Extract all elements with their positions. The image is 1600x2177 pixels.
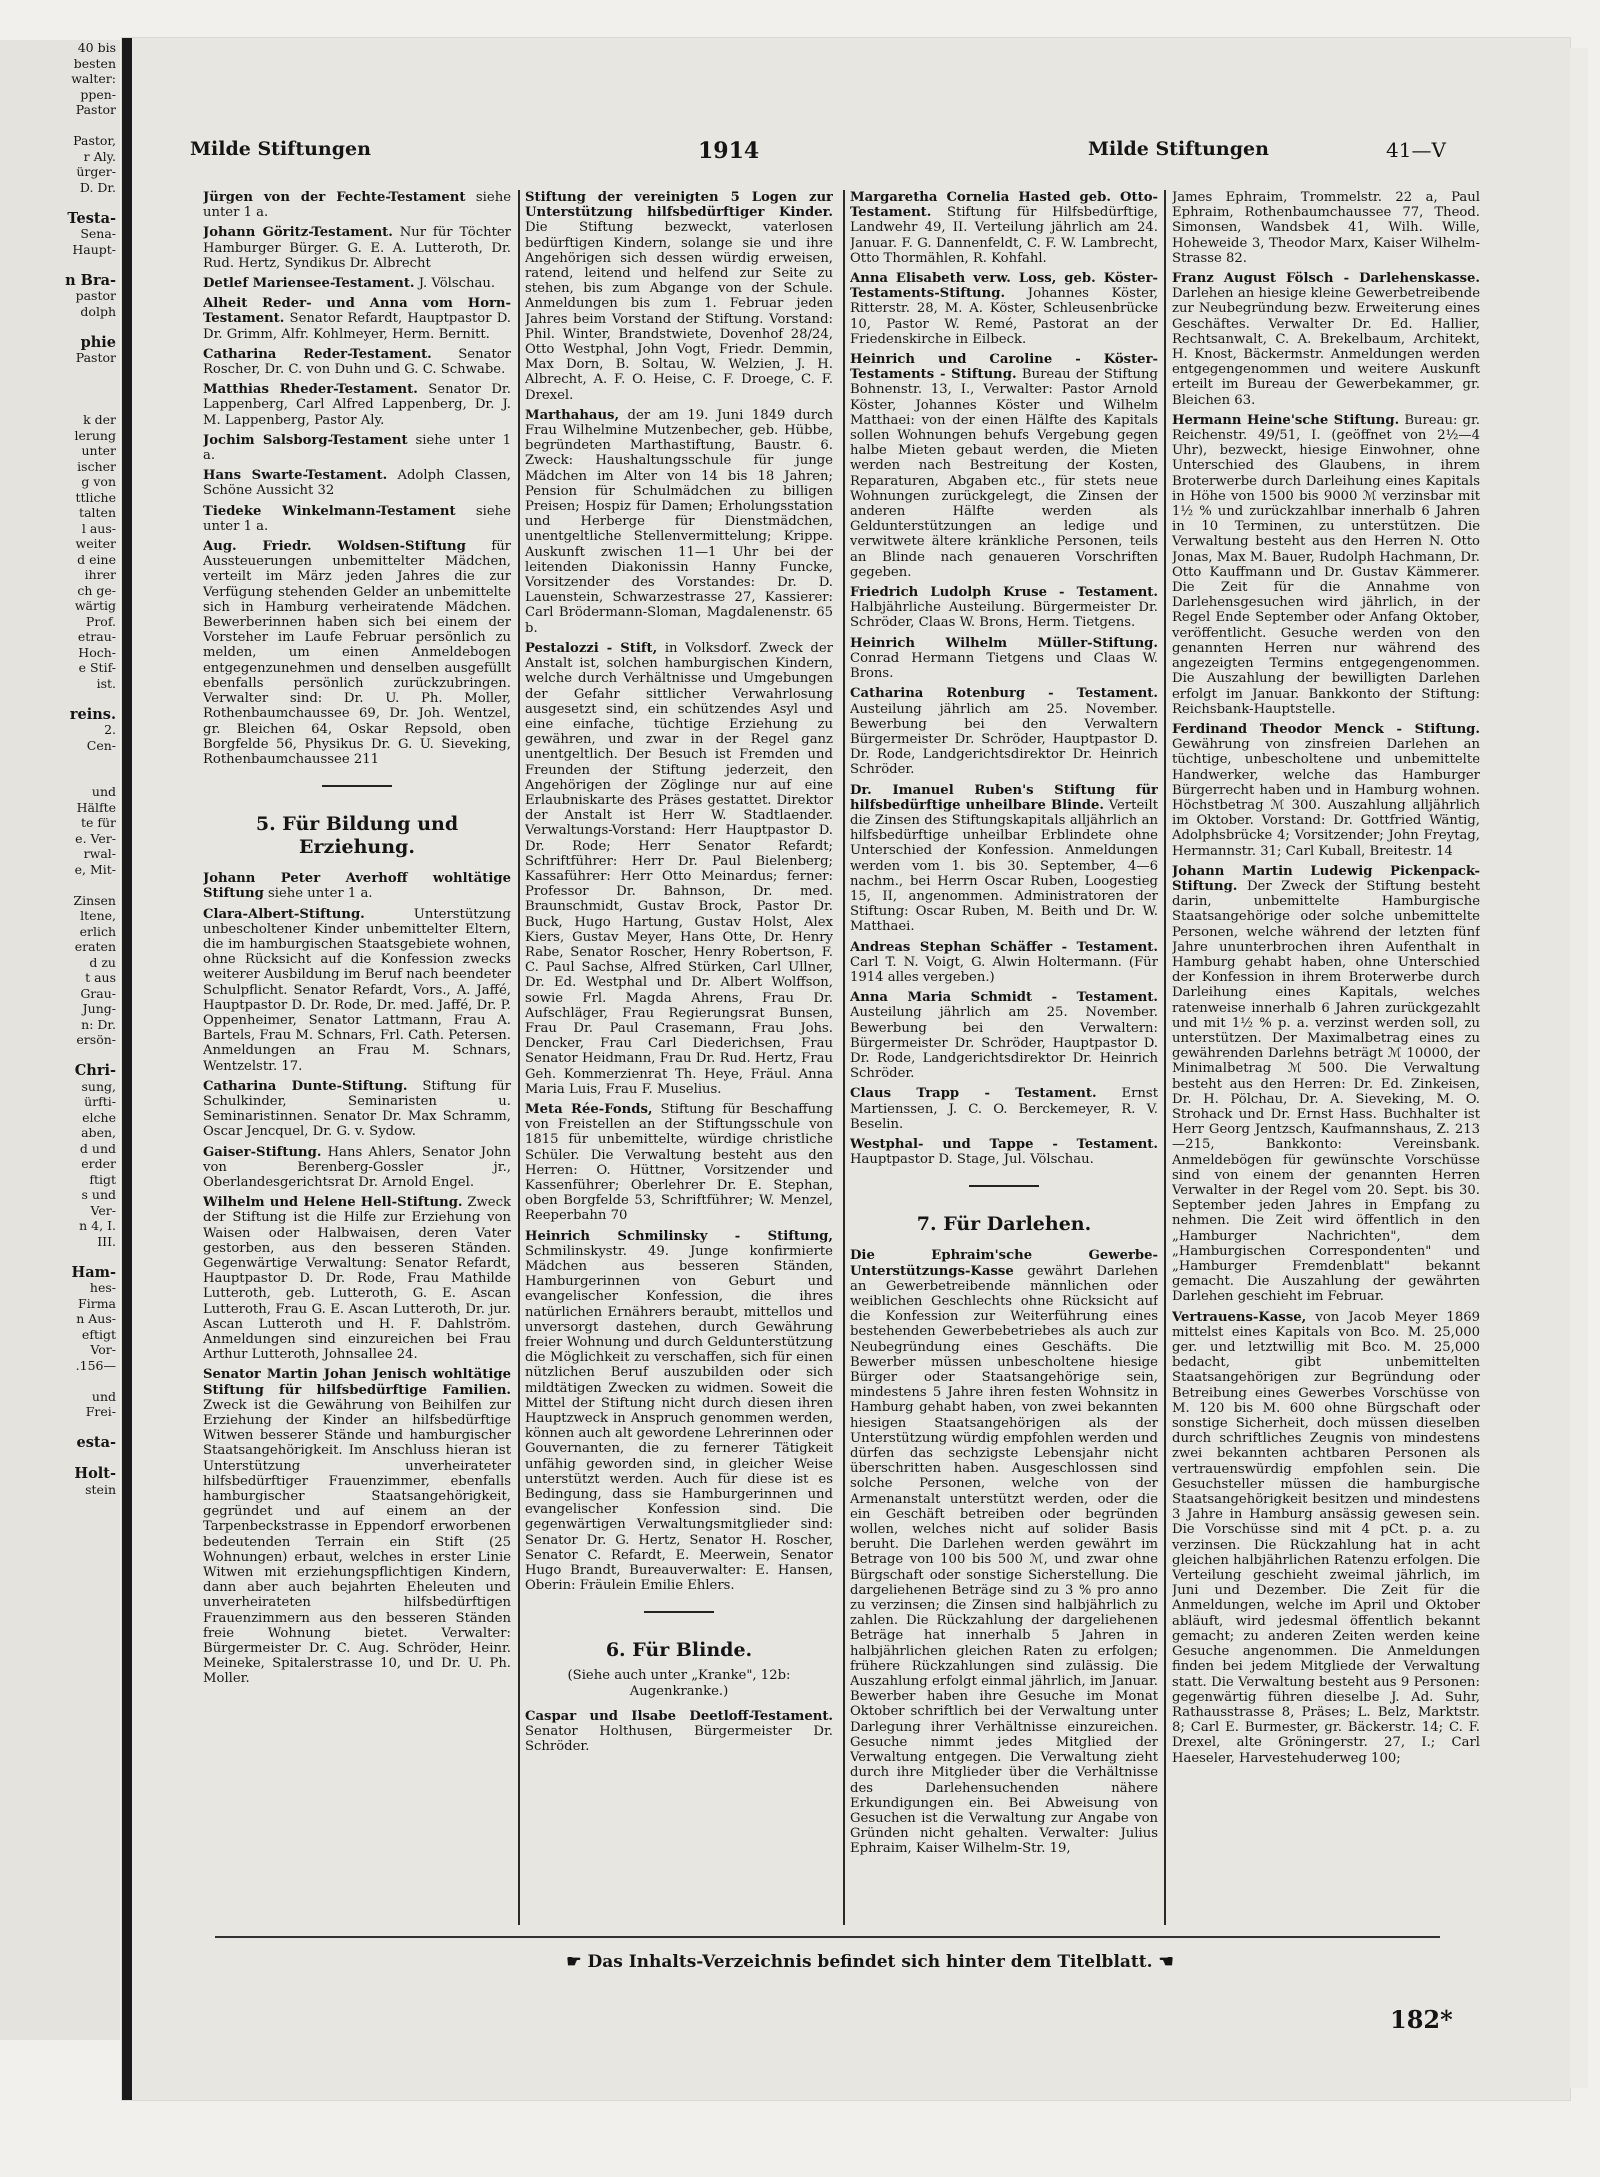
entry-body: Stiftung für Schulkinder, Seminaristen u. Seminaristinnen. Senator Dr. Max Schramm, Oscar Jencquel, Dr. G. v. Sydow.	[203, 1078, 511, 1140]
margin-fragment: Prof.	[85, 613, 116, 629]
margin-fragment: besten	[73, 55, 116, 71]
entry-body: Austeilung jährlich am 25. November. Bewerbung bei den Verwaltern Bürgermeister Dr. Schröder, Hauptpastor D. Dr. Rode, Landgerichtsdirektor Dr. Heinrich Schröder.	[850, 701, 1158, 778]
margin-fragment	[0, 257, 120, 273]
margin-fragment: t aus	[85, 970, 116, 985]
entry-body: Conrad Hermann Tietgens und Claas W. Brons.	[850, 650, 1158, 682]
entry-body: Halbjährliche Austeilung. Bürgermeister Dr. Schröder, Claas W. Brons, Herm. Tietgens.	[850, 600, 1158, 631]
entry-title: Anna Maria Schmidt - Testament.	[850, 990, 1158, 1006]
margin-fragment	[0, 1373, 120, 1389]
margin-fragment: e Stif-	[78, 660, 116, 675]
section-heading-bildung: 5. Für Bildung und Erziehung.	[255, 813, 459, 859]
foundation-entry	[203, 347, 511, 377]
foundation-entry	[203, 504, 511, 534]
entry-body: Darlehen an hiesige kleine Gewerbetreibende zur Neubegründung bezw. Erweiterung eines Geschäftes. Verwalter Dr. Ed. Hallier, Rechtsanwalt, C. A. Brekelbaum, Architekt, H. Knost, Bäckermstr. Anmeldungen werden entgegengenommen und weitere Auskunft erteilt im Bureau der Gewerbekammer, gr. Bleichen 63.	[1172, 286, 1480, 408]
entry-title: Senator Martin Johan Jenisch wohltätige Stiftung für hilfsbedürftige Familien.	[203, 1367, 511, 1398]
running-head-right: Milde Stiftungen	[1088, 138, 1269, 160]
foundation-entry	[850, 585, 1158, 631]
entry-body: von Jacob Meyer 1869 mittelst eines Kapitals von Bco. M. 25,000 ger. und letztwillig mit Bco. M. 25,000 bedacht, gibt unbemittelten Staatsangehörigen zur Begründung oder Betreibung eines Gewerbes Vorschüsse von M. 120 bis M. 600 ohne Bürgschaft oder sonstige Sicherheit, doch müssen dieselben durch schriftliches Zeugnis von mindestens zwei bekannten achtbaren Personen als vertrauenswürdig empfohlen sein. Die Gesuchsteller müssen die hamburgische Staatsangehörigkeit besitzen und mindestens 3 Jahre in Hamburg ansässig gewesen sein. Die Vorschüsse sind mit 4 pCt. p. a. zu verzinsen. Die Rückzahlung hat in acht gleichen halbjährlichen Ratenzu erfolgen. Die Verteilung geschieht zweimal jährlich, im Juni und Dezember. Die Zeit für die Anmeldungen, welche im April und Oktober abläuft, wird jedesmal öffentlich bekannt gemacht; zu anderen Zeiten werden keine Gesuche angenommen. Die Anmeldungen finden bei jedem Mitgliede der Verwaltung statt. Die Verwaltung besteht aus 9 Personen: gegenwärtig führen dieselbe J. Ad. Suhr, Rathausstrasse 8, Präses; L. Belz, Marktstr. 8; Carl E. Burmester, gr. Bäckerstr. 14; C. F. Drexel, alte Gröningerstr. 27, I.; Carl Haeseler, Harvestehuderweg 100;	[1172, 1309, 1480, 1766]
previous-page-fragment	[0, 40, 120, 2040]
margin-fragment: k der	[83, 412, 116, 427]
margin-fragment: ischer	[77, 458, 116, 474]
entry-body: für Aussteuerungen unbemittelter Mädchen, verteilt im März jeden Jahres die zur Verfügung stehenden Gelder an unbemittelte sich in Hamburg verheiratende Mädchen. Bewerberinnen haben sich bei einem der Vorsteher im Laufe Februar persönlich zu melden, um einen Anmeldebogen entgegenzunehmen und denselben ausgefüllt ebenfalls persönlich zurückzubringen. Verwalter sind: Dr. U. Ph. Moller, Rothenbaumchaussee 69, Dr. Joh. Wentzel, gr. Bleichen 64, Oskar Repsold, oben Borgfelde 56, Physikus Dr. G. U. Sieveking, Rothenbaumchaussee 211	[203, 539, 511, 767]
entry-body: Hans Ahlers, Senator John von Berenberg-Gossler jr., Oberlandesgerichtsrat Dr. Arnold Engel.	[203, 1144, 511, 1190]
foundation-entry	[850, 783, 1158, 935]
section-heading-blinde: 6. Für Blinde.	[605, 1639, 753, 1662]
entry-body: Stiftung für Hilfsbedürftige, Landwehr 49, II. Verteilung jährlich am 24. Januar. F. G. Dannenfeldt, C. F. W. Lambrecht, Otto Thormählen, R. Kohfahl.	[850, 205, 1158, 266]
margin-fragment: dolph	[80, 303, 116, 319]
entry-body: Schmilinskystr. 49. Junge konfirmierte Mädchen aus besseren Ständen, Hamburgerinnen von Geburt und evangelischer Konfession, die ihres natürlichen Ernährers beraubt, mittellos und unversorgt dastehen, durch Gewährung freier Wohnung und durch Geldunterstützung die Möglichkeit zu verschaffen, sich für einen nützlichen Beruf auszubilden oder sich mildtätigen Zwecken zu widmen. Soweit die Mittel der Stiftung nicht durch diesen ihren Hauptzweck in Anspruch genommen werden, können auch alt gewordene Lehrerinnen oder Gouvernanten, die zu fernerer Tätigkeit unfähig geworden sind, in gleicher Weise unterstützt werden. Auch für diese ist es Bedingung, dass sie Hamburgerinnen und evangelischer Konfession sind. Die gegenwärtigen Verwaltungsmitglieder sind: Senator Dr. G. Hertz, Senator H. Roscher, Senator C. Refardt, E. Meerwein, Senator Hugo Brandt, Bureauverwalter: E. Hansen, Oberin: Fräulein Emilie Ehlers.	[525, 1243, 833, 1594]
margin-fragment: Cen-	[86, 737, 116, 753]
entry-title: Heinrich und Caroline - Köster-Testaments - Stiftung.	[850, 352, 1158, 383]
margin-fragment	[0, 381, 120, 397]
column-3	[850, 190, 1158, 1925]
foundation-entry	[850, 1086, 1158, 1132]
foundation-entry	[1172, 864, 1480, 1305]
entry-body: Austeilung jährlich am 25. November. Bewerbung bei den Verwaltern: Bürgermeister Dr. Schröder, Hauptpastor D. Dr. Rode, Landgerichtsdirektor Dr. Heinrich Schröder.	[850, 1005, 1158, 1082]
margin-fragment: ftigt	[89, 1171, 116, 1187]
foundation-entry	[1172, 190, 1480, 266]
margin-fragment: ist.	[96, 675, 116, 691]
foundation-entry	[850, 636, 1158, 682]
entry-body: James Ephraim, Trommelstr. 22 a, Paul Ephraim, Rothenbaumchaussee 77, Theod. Simonsen, Wandsbek 41, Wilh. Wille, Hoheweide 3, Theodor Marx, Kaiser Wilhelm-Strasse 82.	[1172, 190, 1480, 266]
entry-body: Senator Dr. Lappenberg, Carl Alfred Lappenberg, Dr. J. M. Lappenberg, Pastor Aly.	[203, 382, 511, 428]
entry-title: Ferdinand Theodor Menck - Stiftung.	[1172, 721, 1480, 737]
entry-body: Johannes Köster, Ritterstr. 28, M. A. Köster, Schleusenbrücke 10, Pastor W. Remé, Pastorat an der Friedenskirche in Eilbeck.	[850, 286, 1158, 347]
foundation-entry	[203, 276, 511, 291]
margin-fragment: etrau-	[77, 629, 116, 644]
foundation-entry	[850, 940, 1158, 986]
margin-fragment: Pastor,	[73, 133, 116, 148]
margin-fragment: ihrer	[84, 567, 116, 582]
entry-body: J. Völschau.	[418, 276, 496, 292]
entry-body: Senator Refardt, Hauptpastor D. Dr. Grimm, Alfr. Kohlmeyer, Herm. Bernitt.	[203, 311, 511, 342]
column-rule	[843, 190, 845, 1925]
margin-fragment: s und	[81, 1187, 116, 1202]
column-rule	[1164, 190, 1166, 1925]
entry-title: Johann Göritz-Testament.	[203, 225, 393, 241]
foundation-entry	[203, 539, 511, 767]
foundation-entry	[525, 190, 833, 403]
margin-fragment: n: Dr.	[81, 1016, 116, 1032]
margin-fragment: lerung	[74, 427, 116, 443]
entry-title: Johann Martin Ludewig Pickenpack-Stiftung.	[1172, 863, 1480, 894]
running-head-year: 1914	[698, 138, 760, 164]
margin-fragment: erlich	[79, 923, 116, 939]
margin-fragment: reins.	[69, 706, 116, 722]
foundation-entry	[1172, 1310, 1480, 1766]
margin-fragment	[0, 691, 120, 707]
pointing-hand-icon: ☚	[1152, 1952, 1174, 1972]
margin-fragment: Testa-	[67, 210, 116, 226]
margin-fragment: D. Dr.	[79, 179, 116, 195]
entry-title: Die Ephraim'sche Gewerbe-Unterstützungs-Kasse	[850, 1248, 1158, 1279]
column-4	[1172, 190, 1480, 1925]
foundation-entry	[850, 990, 1158, 1081]
foundation-entry	[525, 1709, 833, 1755]
entry-body: gewährt Darlehen an Gewerbetreibende männlichen oder weiblichen Geschlechts ohne Rücksicht auf die Konfession zur Weiterführung eines bestehenden Gewerbebetriebes als auch zur Neubegründung eines Geschäfts. Die Bewerber müssen unbescholtene hiesige Bürger oder Staatsangehörige sein, mindestens 5 Jahre ihren festen Wohnsitz in Hamburg gehabt haben, von zwei bekannten hiesigen Staatsangehörigen als der Unterstützung würdig empfohlen werden und dürfen das sechzigste Lebensjahr nicht überschritten haben. Ausgeschlossen sind solche Personen, welche von der Armenanstalt unterstützt werden, oder die ein Geschäft betreiben oder begründen wollen, welches nicht auf solider Basis beruht. Die Darlehen werden gewährt im Betrage von 100 bis 500 ℳ, und zwar ohne Bürgschaft oder sonstige Sicherstellung. Die dargeliehenen Beträge sind zu 3 % pro anno zu verzinsen; die Zinsen sind halbjährlich zu zahlen. Die Rückzahlung der dargeliehenen Beträge hat innerhalb 5 Jahren in halbjährlichen gleichen Raten zu erfolgen; frühere Rückzahlungen sind zulässig. Die Auszahlung erfolgt einmal jährlich, im Januar. Bewerber haben ihre Gesuche im Monat Oktober schriftlich bei der Verwaltung unter Darlegung ihrer Verhältnisse einzureichen. Gesuche nimmt jedes Mitglied der Verwaltung entgegen. Die Verwaltung zieht durch ihre Mitglieder über die Verhältnisse des Darlehensuchenden nähere Erkundigungen ein. Bei Abweisung von Gesuchen ist die Verwaltung zur Angabe von Gründen nicht gehalten. Verwalter: Julius Ephraim, Kaiser Wilhelm-Str. 19,	[850, 1263, 1158, 1857]
foundation-entry	[203, 907, 511, 1074]
section-divider	[322, 785, 392, 787]
margin-fragment: Haupt-	[72, 241, 116, 257]
margin-fragment: n Bra-	[65, 272, 116, 288]
entry-title: Matthias Rheder-Testament.	[203, 382, 418, 398]
entry-title: Tiedeke Winkelmann-Testament	[203, 503, 456, 519]
entry-body: Stiftung für Beschaffung von Freistellen an der Stiftungsschule von 1815 für unbemittelte, würdige christliche Schüler. Die Verwaltung besteht aus den Herren: O. Hüttner, Vorsitzender und Kassenführer; Oberlehrer Dr. E. Stephan, oben Borgfelde 53, Schriftführer; W. Menzel, Reeperbahn 70	[525, 1101, 833, 1224]
entry-body: Zweck ist die Gewährung von Beihilfen zur Erziehung der Kinder an hilfsbedürftige Witwen besserer Stände und hamburgischer Staatsangehörigkeit. Im Anschluss hieran ist Unterstützung unverheirateter hilfsbedürftiger Frauenzimmer, ebenfalls hamburgischer Staatsangehörigkeit, gegründet und auf einem an der Tarpenbeckstrasse in Eppendorf erworbenen bedeutenden Terrain ein Stift (25 Wohnungen) erbaut, welches in erster Linie Witwen mit erziehungspflichtigen Kindern, dann aber auch bejahrten Eheleuten und unverheirateten hilfsbedürftigen Frauenzimmern aus den besseren Ständen freie Wohnung bietet. Verwalter: Bürgermeister Dr. C. Aug. Schröder, Heinr. Meineke, Spitalerstrasse 10, und Dr. U. Ph. Moller.	[203, 1397, 511, 1687]
foundation-entry	[525, 1102, 833, 1224]
entry-body: siehe unter 1 a.	[203, 503, 511, 534]
column-2	[525, 190, 833, 1925]
margin-fragment: e. Ver-	[75, 830, 116, 846]
entry-title: Caspar und Ilsabe Deetloff-Testament.	[525, 1708, 833, 1724]
entry-title: Gaiser-Stiftung.	[203, 1144, 322, 1160]
margin-fragment: Grau-	[80, 985, 116, 1001]
margin-fragment: aben,	[81, 1125, 116, 1140]
margin-fragment: elche	[82, 1109, 116, 1125]
section-divider	[644, 1611, 714, 1613]
entry-title: Pestalozzi - Stift,	[525, 640, 658, 656]
entry-body: Senator Roscher, Dr. C. von Duhn und G. C. Schwabe.	[203, 346, 511, 378]
entry-body: Ernst Martienssen, J. C. O. Berckemeyer, R. V. Beselin.	[850, 1086, 1158, 1132]
margin-fragment: ürger-	[76, 164, 116, 179]
margin-fragment: te für	[80, 815, 116, 830]
foundation-entry	[203, 190, 511, 220]
margin-fragment: Ver-	[90, 1202, 116, 1218]
foundation-entry	[203, 1145, 511, 1191]
entry-title: Margaretha Cornelia Hasted geb. Otto-Testament.	[850, 190, 1158, 221]
margin-fragment	[0, 877, 120, 893]
margin-fragment: Hälfte	[76, 799, 116, 815]
foundation-entry	[850, 686, 1158, 777]
entry-title: Anna Elisabeth verw. Loss, geb. Köster-Testaments-Stiftung.	[850, 271, 1158, 302]
page-number: 182*	[1390, 2005, 1453, 2034]
margin-fragment: ch ge-	[77, 582, 116, 598]
entry-title: Catharina Reder-Testament.	[203, 346, 432, 362]
margin-fragment	[0, 1048, 120, 1064]
entry-title: Westphal- und Tappe - Testament.	[850, 1136, 1158, 1152]
index-note-text: Das Inhalts-Verzeichnis befindet sich hinter dem Titelblatt.	[587, 1952, 1153, 1972]
entry-title: Andreas Stephan Schäffer - Testament.	[850, 939, 1158, 955]
foundation-entry	[203, 1367, 511, 1686]
entry-body: Bureau: gr. Reichenstr. 49/51, I. (geöffnet von 2½—4 Uhr), bezweckt, hiesige Einwohner, ohne Unterschied des Glaubens, in ihrem Broterwerbe durch Darleihung eines Kapitals in Höhe von 1500 bis 9000 ℳ verzinsbar mit 1½ % und zurückzahlbar innerhalb 6 Jahren in 10 Terminen, zu unterstützen. Die Verwaltung besteht aus den Herren N. Otto Jonas, Max M. Bauer, Rudolph Hachmann, Dr. Otto Kauffmann und Dr. Gustav Kämmerer. Die Zeit für die Annahme von Darlehensgesuchen wird jährlich, in der Regel Ende September oder Anfang Oktober, veröffentlicht. Gesuche werden von den genannten Herren nur während des angezeigten Termins entgegengenommen. Die Auszahlung der bewilligten Darlehen erfolgt im Januar. Bankkonto der Stiftung: Reichsbank-Hauptstelle.	[1172, 412, 1480, 717]
margin-fragment: sung,	[81, 1078, 116, 1094]
entry-body: Gewährung von zinsfreien Darlehen an tüchtige, unbescholtene und unbemittelte Handwerker, welche das Hamburger Bürgerrecht haben und in Hamburg wohnen. Höchstbetrag ℳ 300. Auszahlung alljährlich im Oktober. Vorstand: Dr. Gottfried Wäntig, Adolphsbrücke 4; Vorsitzender; John Freytag, Hermannstr. 31; Carl Kuball, Breitestr. 14	[1172, 737, 1480, 859]
entry-title: Vertrauens-Kasse,	[1172, 1309, 1307, 1325]
foundation-entry	[203, 433, 511, 463]
section-divider	[969, 1185, 1039, 1187]
entry-body: Zweck der Stiftung ist die Hilfe zur Erziehung von Waisen oder Halbwaisen, deren Vater gestorben, aus den besseren Ständen. Gegenwärtige Verwaltung: Senator Refardt, Hauptpastor D. Dr. Rode, Frau Mathilde Lutteroth, geb. Lutteroth, G. E. Ascan Lutteroth, Frau G. E. Ascan Lutteroth, Dr. jur. Ascan Lutteroth und H. F. Dahlström. Anmeldungen sind einzureichen bei Frau Arthur Lutteroth, Johnsallee 24.	[203, 1195, 511, 1363]
margin-fragment: d eine	[77, 551, 116, 567]
entry-title: Aug. Friedr. Woldsen-Stiftung	[203, 539, 466, 555]
entry-title: Dr. Imanuel Ruben's Stiftung für hilfsbedürftige unheilbare Blinde.	[850, 782, 1158, 813]
margin-fragment: l aus-	[81, 520, 116, 536]
foundation-entry	[850, 1248, 1158, 1856]
margin-fragment: III.	[97, 1233, 116, 1249]
margin-fragment: esta-	[76, 1435, 116, 1451]
margin-fragment: Hoch-	[78, 644, 116, 660]
entry-body: Der Zweck der Stiftung besteht darin, unbemittelte Hamburgische Staatsangehörige oder solche unbemittelte Personen, welche während der letzten fünf Jahre ununterbrochen ihren Aufenthalt in Hamburg gehabt haben, ohne Unterschied der Konfession in ihrem Broterwerbe durch Darleihung eines Kapitals, welches ratenweise innerhalb 6 Jahren zurückgezahlt und mit 1½ % p. a. verzinst werden soll, zu unterstützen. Der Maximalbetrag eines zu gewährenden Darlehns beträgt ℳ 10000, der Minimalbetrag ℳ 500. Die Verwaltung besteht aus den Herren: Dr. Ed. Zinkeisen, Dr. H. Pölchau, Dr. A. Sieveking, M. O. Strohack und Dr. Ernst Hass. Buchhalter ist Herr Georg Jentzsch, Kaufmannshaus, Z. 213—215, Bankkonto: Vereinsbank. Anmeldebögen für gewünschte Vorschüsse sind von einem der genannten Herren Verwalter in der Regel vom 20. Sept. bis 30. September jeden Jahres in Empfang zu nehmen. Die Zeit wird öffentlich in den „Hamburger Nachrichten", dem „Hamburgischen Correspondenten" und „Hamburger Fremdenblatt" bekannt gemacht. Die Auszahlung der gewährten Darlehen geschieht im Februar.	[1172, 878, 1480, 1305]
margin-fragment: 40 bis	[77, 40, 116, 55]
margin-fragment: eftigt	[81, 1326, 116, 1342]
section-note: (Siehe auch unter „Kranke", 12b: Augenkranke.)	[567, 1668, 791, 1699]
margin-fragment	[0, 319, 120, 335]
foundation-entry	[1172, 271, 1480, 408]
margin-fragment	[0, 769, 120, 785]
margin-fragment: ersön-	[76, 1032, 116, 1047]
entry-title: Stiftung der vereinigten 5 Logen zur Unterstützung hilfsbedürftiger Kinder.	[525, 190, 833, 221]
margin-fragment: g von	[81, 474, 116, 489]
entry-body: Bureau der Stiftung Bohnenstr. 13, I., Verwalter: Pastor Arnold Köster, Johannes Köster und Wilhelm Matthaei: von der einen Hälfte des Kapitals sollen Wohnungen behufs Vergebung gegen halbe Mieten gebaut werden, die Mieten werden nach Bestreitung der Kosten, Reparaturen, Abgaben etc., für stets neue Wohnungen zurückgelegt, die Zinsen der anderen Hälfte werden als Geldunterstützungen an ledige und verwitwete ältere kränkliche Personen, teils an Blinde nach genaueren Vorschriften gegeben.	[850, 367, 1158, 580]
margin-fragment: ltene,	[80, 908, 116, 923]
margin-fragment: wärtig	[74, 598, 116, 613]
entry-title: Hermann Heine'sche Stiftung.	[1172, 412, 1400, 428]
margin-fragment: d zu	[89, 954, 116, 970]
entry-title: Catharina Rotenburg - Testament.	[850, 686, 1158, 702]
margin-fragment: Sena-	[80, 226, 116, 241]
foundation-entry	[850, 1137, 1158, 1167]
foundation-entry	[525, 408, 833, 636]
entry-title: Heinrich Wilhelm Müller-Stiftung.	[850, 635, 1158, 651]
entry-body: Nur für Töchter Hamburger Bürger. G. E. A. Lutteroth, Dr. Rud. Hertz, Syndikus Dr. Albrecht	[203, 225, 511, 271]
margin-fragment: Jung-	[82, 1001, 116, 1016]
margin-fragment: Holt-	[74, 1466, 116, 1482]
column-rule	[518, 190, 520, 1925]
entry-body: siehe unter 1 a.	[203, 190, 511, 221]
entry-body: Carl T. N. Voigt, G. Alwin Holtermann. (Für 1914 alles vergeben.)	[850, 954, 1158, 985]
entry-title: Meta Rée-Fonds,	[525, 1101, 653, 1117]
entry-title: Marthahaus,	[525, 407, 620, 423]
margin-fragment	[0, 1451, 120, 1467]
column-1	[203, 190, 511, 1925]
foundation-entry	[203, 382, 511, 428]
entry-body: siehe unter 1 a.	[203, 432, 511, 464]
foundation-entry	[203, 296, 511, 342]
margin-fragment: 2.	[104, 722, 116, 737]
margin-fragment: ppen-	[80, 86, 116, 102]
margin-fragment: hes-	[89, 1280, 116, 1295]
running-head-left: Milde Stiftungen	[190, 138, 371, 160]
entry-title: Hans Swarte-Testament.	[203, 468, 388, 484]
entry-body: der am 19. Juni 1849 durch Frau Wilhelmine Mutzenbecher, geb. Hübbe, begründeten Marthastiftung, Baustr. 6. Zweck: Haushaltungsschule für junge Mädchen im Alter von 14 bis 18 Jahren; Pension für Schulmädchen zu billigen Preisen; Hospiz für Damen; Erholungsstation und Herberge für Dienstmädchen, unentgeltliche Stellenvermittelung; Krippe. Auskunft zwischen 11—1 Uhr bei der leitenden Diakonissin Hanny Funcke, Vorsitzender des Vorstandes: Dr. D. Lauenstein, Schwarzestrasse 27, Kassierer: Carl Brödermann-Sloman, Magdalenenstr. 65 b.	[525, 407, 833, 636]
entry-body: Adolph Classen, Schöne Aussicht 32	[203, 468, 511, 499]
margin-fragment: ttliche	[75, 489, 116, 505]
entry-title: Wilhelm und Helene Hell-Stiftung.	[203, 1195, 463, 1211]
entry-body: Hauptpastor D. Stage, Jul. Völschau.	[850, 1152, 1094, 1168]
margin-fragment	[0, 1249, 120, 1265]
entry-title: Detlef Mariensee-Testament.	[203, 276, 415, 292]
foundation-entry	[203, 225, 511, 271]
running-head-page-ref: 41—V	[1386, 138, 1446, 162]
margin-fragment: phie	[80, 334, 116, 350]
index-note	[470, 1952, 1270, 1976]
entry-body: Die Stiftung bezweckt, vaterlosen bedürftigen Kindern, solange sie und ihre Angehörigen sich dessen würdig erweisen, ratend, leitend und helfend zur Seite zu stehen, bis zum Abgange von der Schule. Anmeldungen bis zum 1. Februar jeden Jahres beim Vorstand der Stiftung. Vorstand: Phil. Winter, Brandstwiete, Dovenhof 28/24, Otto Westphal, John Vogt, Friedr. Demmin, Max Dorn, B. Soltau, W. Welzien, J. H. Albrecht, A. F. O. Heise, C. F. Droege, C. F. Drexel.	[525, 220, 833, 403]
margin-fragment: Zinsen	[73, 892, 116, 908]
entry-body: in Volksdorf. Zweck der Anstalt ist, solchen hamburgischen Kindern, welche durch Verhältnisse und Umgebungen der Gefahr sittlicher Verwahrlosung ausgesetzt sind, ein schützendes Asyl und eine einfache, tüchtige Erziehung zu gewähren, und zwar in der Regel ganz unentgeltlich. Der Besuch ist Fremden und Freunden der Stiftung jederzeit, den Angehörigen der Zöglinge nur auf eine Erlaubniskarte des Präses gestattet. Direktor der Anstalt ist Herr W. Stadtlaender. Verwaltungs-Vorstand: Herr Hauptpastor D. Dr. Rode; Herr Senator Refardt; Schriftführer: Herr Dr. Paul Bielenberg; Kassaführer: Herr Otto Meinardus; ferner: Professor Dr. Bahnson, Dr. med. Braunschmidt, Gustav Brock, Pastor Dr. Buck, Hugo Hartung, Gustav Holst, Alex Kiers, Gustav Meyer, Hans Otte, Dr. Henry Rabe, Senator Roscher, Henry Robertson, F. C. Paul Sachse, Alfred Stürken, Carl Ullner, Dr. Ed. Westphal und Dr. Albert Wolffson, sowie Frl. Magda Ahrens, Frau Dr. Aufschläger, Frau Regierungsrat Bunsen, Frau Dr. Paul Crasemann, Frau Johs. Dencker, Frau Carl Diederichsen, Frau Senator Heidmann, Frau Dr. Rud. Hertz, Frau Geh. Kommerzienrat Th. Heye, Fräul. Anna Maria Luis, Frau F. Muselius.	[525, 640, 833, 1097]
margin-fragment	[0, 397, 120, 413]
entry-title: Claus Trapp - Testament.	[850, 1086, 1097, 1102]
entry-title: Clara-Albert-Stiftung.	[203, 906, 365, 922]
margin-fragment: Frei-	[85, 1404, 116, 1419]
margin-fragment: Ham-	[71, 1264, 116, 1280]
margin-fragment: Firma	[78, 1295, 116, 1311]
foundation-entry	[850, 190, 1158, 266]
foundation-entry	[203, 468, 511, 498]
margin-fragment: und	[91, 784, 116, 799]
entry-body: siehe unter 1 a.	[268, 886, 373, 902]
foundation-entry	[1172, 722, 1480, 859]
pointing-hand-icon: ☛	[566, 1952, 588, 1972]
margin-fragment: r Aly.	[83, 148, 116, 164]
margin-fragment: Pastor	[75, 350, 116, 365]
foundation-entry	[525, 1229, 833, 1594]
bottom-rule	[215, 1936, 1440, 1938]
foundation-entry	[850, 271, 1158, 347]
entry-body: Senator Holthusen, Bürgermeister Dr. Schröder.	[525, 1724, 833, 1755]
margin-fragment: weiter	[75, 536, 116, 551]
binding-gutter	[122, 38, 132, 2100]
foundation-entry	[203, 871, 511, 901]
entry-body: Verteilt die Zinsen des Stiftungskapitals alljährlich an hilfsbedürftige unheilbar Erblindete ohne Unterschied der Konfession. Anmeldungen werden vom 1. bis 30. September, 4—6 nachm., bei Herrn Oscar Ruben, Loogestieg 15, II, angenommen. Administratoren der Stiftung: Oscar Ruben, M. Beith und Dr. W. Matthaei.	[850, 797, 1158, 935]
margin-fragment: Vor-	[90, 1342, 116, 1357]
foundation-entry	[1172, 413, 1480, 717]
foundation-entry	[850, 352, 1158, 580]
foundation-entry	[203, 1195, 511, 1362]
entry-title: Heinrich Schmilinsky - Stiftung,	[525, 1228, 833, 1244]
margin-fragment: eraten	[74, 939, 116, 954]
entry-title: Friedrich Ludolph Kruse - Testament.	[850, 585, 1158, 601]
margin-fragment: n 4, I.	[79, 1218, 116, 1233]
margin-fragment: rwal-	[83, 846, 116, 861]
entry-title: Johann Peter Averhoff wohltätige Stiftung	[203, 871, 511, 902]
margin-fragment: walter:	[71, 71, 116, 86]
margin-fragment: und	[91, 1388, 116, 1404]
running-head	[190, 138, 1446, 168]
margin-fragment: Chri-	[74, 1063, 116, 1079]
margin-fragment	[0, 753, 120, 769]
section-heading-darlehen: 7. Für Darlehen.	[916, 1213, 1092, 1236]
entry-title: Jürgen von der Fechte-Testament	[203, 190, 466, 205]
entry-body: Unterstützung unbescholtener Kinder unbemittelter Eltern, die im hamburgischen Staatsgebiete wohnen, ohne Rücksicht auf die Konfession zwecks weiterer Ausbildung im Beruf nach beendeter Schulpflicht. Senator Refardt, Vors., A. Jaffé, Hauptpastor D. Dr. Rode, Dr. med. Jaffé, Dr. P. Oppenheimer, Senator Lattmann, Frau A. Bartels, Frau M. Schnars, Frl. Cath. Petersen. Anmeldungen an Frau M. Schnars, Wentzelstr. 17.	[203, 906, 511, 1074]
margin-fragment: unter	[81, 443, 116, 458]
margin-fragment: talten	[79, 505, 116, 520]
entry-title: Alheit Reder- und Anna vom Horn-Testament.	[203, 296, 511, 327]
margin-fragment: n Aus-	[76, 1311, 116, 1326]
entry-title: Catharina Dunte-Stiftung.	[203, 1078, 408, 1094]
margin-fragment: Pastor	[75, 102, 116, 117]
margin-fragment	[0, 1420, 120, 1436]
foundation-entry	[203, 1079, 511, 1140]
entry-title: Franz August Fölsch - Darlehenskasse.	[1172, 271, 1480, 287]
margin-fragment: e, Mit-	[74, 861, 116, 877]
margin-fragment: stein	[85, 1481, 116, 1497]
entry-title: Jochim Salsborg-Testament	[203, 432, 408, 448]
margin-fragment: d und	[79, 1140, 116, 1156]
margin-fragment	[0, 118, 120, 134]
margin-fragment	[0, 195, 120, 211]
foundation-entry	[525, 641, 833, 1097]
margin-fragment: ürfti-	[84, 1094, 116, 1109]
margin-fragment: .156—	[75, 1357, 116, 1373]
margin-fragment	[0, 366, 120, 382]
margin-fragment: pastor	[75, 288, 116, 303]
margin-fragment: erder	[81, 1156, 116, 1171]
